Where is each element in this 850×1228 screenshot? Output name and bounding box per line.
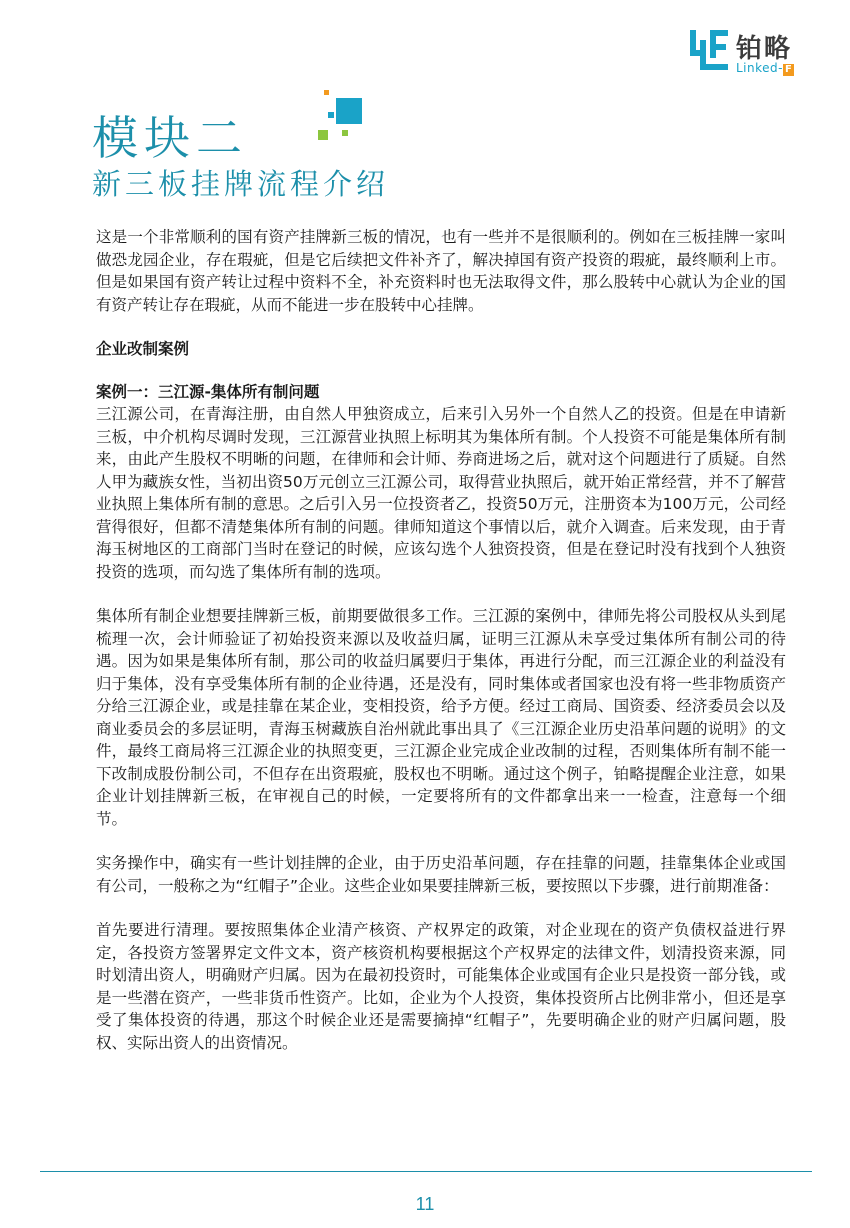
- logo-chinese-name: 铂略: [736, 34, 793, 64]
- document-body: [96, 226, 786, 1076]
- intro-paragraph: 这是一个非常顺利的国有资产挂牌新三板的情况，也有一些并不是很顺利的。例如在三板挂牌一家叫做恐龙园企业，存在瑕疵，但是它后续把文件补齐了，解决掉国有资产投资的瑕疵，最终顺利上市。但是如果国有资产转让过程中资料不全，补充资料时也无法取得文件，那么股转中心就认为企业的国有资产转让存在瑕疵，从而不能进一步在股转中心挂牌。: [96, 228, 786, 314]
- section-heading: 企业改制案例: [96, 340, 190, 358]
- logo-english-name: Linked- F: [736, 61, 793, 75]
- practice-paragraph: 实务操作中，确实有一些计划挂牌的企业，由于历史沿革问题，存在挂靠的问题，挂靠集体企业或国有公司，一般称之为“红帽子”企业。这些企业如果要挂牌新三板，要按照以下步骤，进行前期准备：: [96, 854, 786, 895]
- decorative-squares: [314, 90, 366, 146]
- footer-divider: [40, 1171, 812, 1172]
- collective-ownership-paragraph: 集体所有制企业想要挂牌新三板，前期要做很多工作。三江源的案例中，律师先将公司股权从头到尾梳理一次，会计师验证了初始投资来源以及收益归属，证明三江源从未享受过集体所有制公司的待遇。因为如果是集体所有制，那公司的收益归属要归于集体，再进行分配，而三江源企业的利益没有归于集体，没有享受集体所有制的企业待遇，还是没有，同时集体或者国家也没有将一些非物质资产分给三江源企业，或是挂靠在某企业，变相投资，给予方便。经过工商局、国资委、经济委员会以及商业委员会的多层证明，青海玉树藏族自治州就此事出具了《三江源企业历史沿革问题的说明》的文件，最终工商局将三江源企业的执照变更，三江源企业完成企业改制的过程，否则集体所有制不能一下改制成股份制公司，不但存在出资瑕疵，股权也不明晰。通过这个例子，铂略提醒企业注意，如果企业计划挂牌新三板，在审视自己的时候，一定要将所有的文件都拿出来一一检查，注意每一个细节。: [96, 607, 786, 828]
- case-title: 案例一：三江源-集体所有制问题: [96, 382, 320, 401]
- brand-logo: [690, 28, 820, 78]
- page-number: 11: [415, 1194, 435, 1214]
- module-subtitle: 新三板挂牌流程介绍: [92, 167, 390, 201]
- case-paragraph: 三江源公司，在青海注册，由自然人甲独资成立，后来引入另外一个自然人乙的投资。但是在申请新三板，中介机构尽调时发现，三江源营业执照上标明其为集体所有制。个人投资不可能是集体所有制来，由此产生股权不明晰的问题，在律师和会计师、券商进场之后，就对这个问题进行了质疑。自然人甲为藏族女性，当初出资50万元创立三江源公司，取得营业执照后，就开始正常经营，并不了解营业执照上集体所有制的意思。之后引入另一位投资者乙，投资50万元，注册资本为100万元，公司经营得很好，但都不清楚集体所有制的问题。律师知道这个事情以后，就介入调查。后来发现，由于青海玉树地区的工商部门当时在登记的时候，应该勾选个人独资投资，但是在登记时没有找到个人独资投资的选项，而勾选了集体所有制的选项。: [96, 405, 786, 581]
- module-title: 模块二: [92, 111, 248, 165]
- logo-mark-icon: [690, 30, 728, 70]
- cleanup-paragraph: 首先要进行清理。要按照集体企业清产核资、产权界定的政策，对企业现在的资产负债权益进行界定，各投资方签署界定文件文本，资产核资机构要根据这个产权界定的法律文件，划清投资来源，同时划清出资人，明确财产归属。因为在最初投资时，可能集体企业或国有企业只是投资一部分钱，或是一些潜在资产，一些非货币性资产。比如，企业为个人投资，集体投资所占比例非常小，但还是享受了集体投资的待遇，那这个时候企业还是需要摘掉“红帽子”，先要明确企业的财产归属问题，股权、实际出资人的出资情况。: [96, 921, 786, 1052]
